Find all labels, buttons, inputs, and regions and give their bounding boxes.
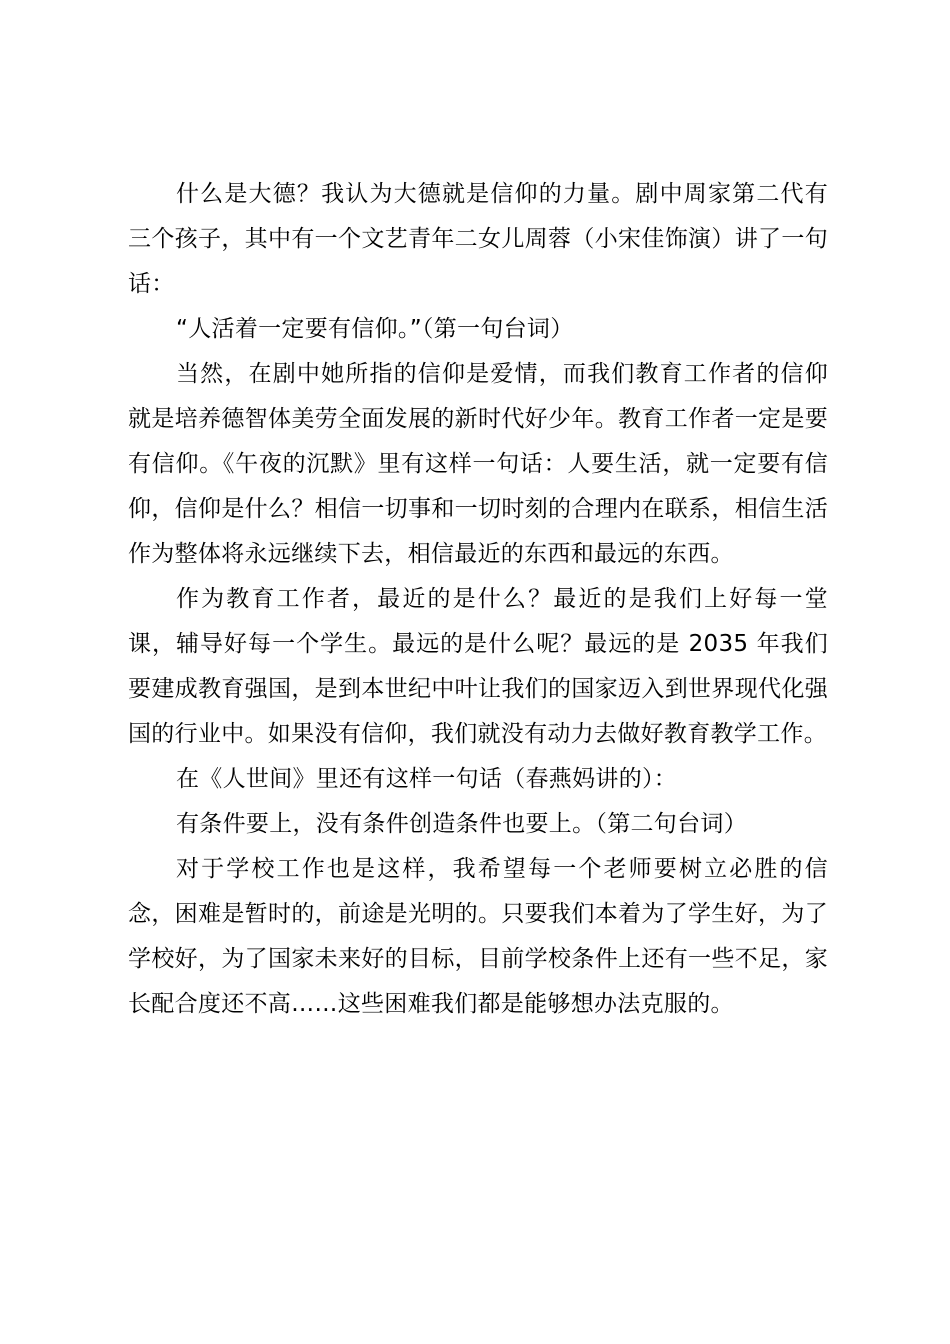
document-body xyxy=(128,172,828,1027)
paragraph-1: 什么是大德？我认为大德就是信仰的力量。剧中周家第二代有三个孩子，其中有一个文艺青年二女儿周蓉（小宋佳饰演）讲了一句话： xyxy=(128,181,828,297)
paragraph-4: 作为教育工作者，最近的是什么？最近的是我们上好每一堂课，辅导好每一个学生。最远的是什么呢？最远的是 2035 年我们要建成教育强国，是到本世纪中叶让我们的国家迈入到世界现代化强国的行业中。如果没有信仰，我们就没有动力去做好教育教学工作。 xyxy=(128,586,828,747)
paragraph-7: 对于学校工作也是这样，我希望每一个老师要树立必胜的信念，困难是暂时的，前途是光明的。只要我们本着为了学生好，为了学校好，为了国家未来好的目标，目前学校条件上还有一些不足，家长配合度还不高……这些困难我们都是能够想办法克服的。 xyxy=(128,856,828,1017)
paragraph-3: 当然，在剧中她所指的信仰是爱情，而我们教育工作者的信仰就是培养德智体美劳全面发展的新时代好少年。教育工作者一定是要有信仰。《午夜的沉默》里有这样一句话：人要生活，就一定要有信仰，信仰是什么？相信一切事和一切时刻的合理内在联系，相信生活作为整体将永远继续下去，相信最近的东西和最远的东西。 xyxy=(128,361,828,567)
paragraph-5: 在《人世间》里还有这样一句话（春燕妈讲的）： xyxy=(176,766,678,792)
paragraph-2: “人活着一定要有信仰。”（第一句台词） xyxy=(176,316,574,342)
paragraph-6: 有条件要上，没有条件创造条件也要上。（第二句台词） xyxy=(176,811,747,837)
